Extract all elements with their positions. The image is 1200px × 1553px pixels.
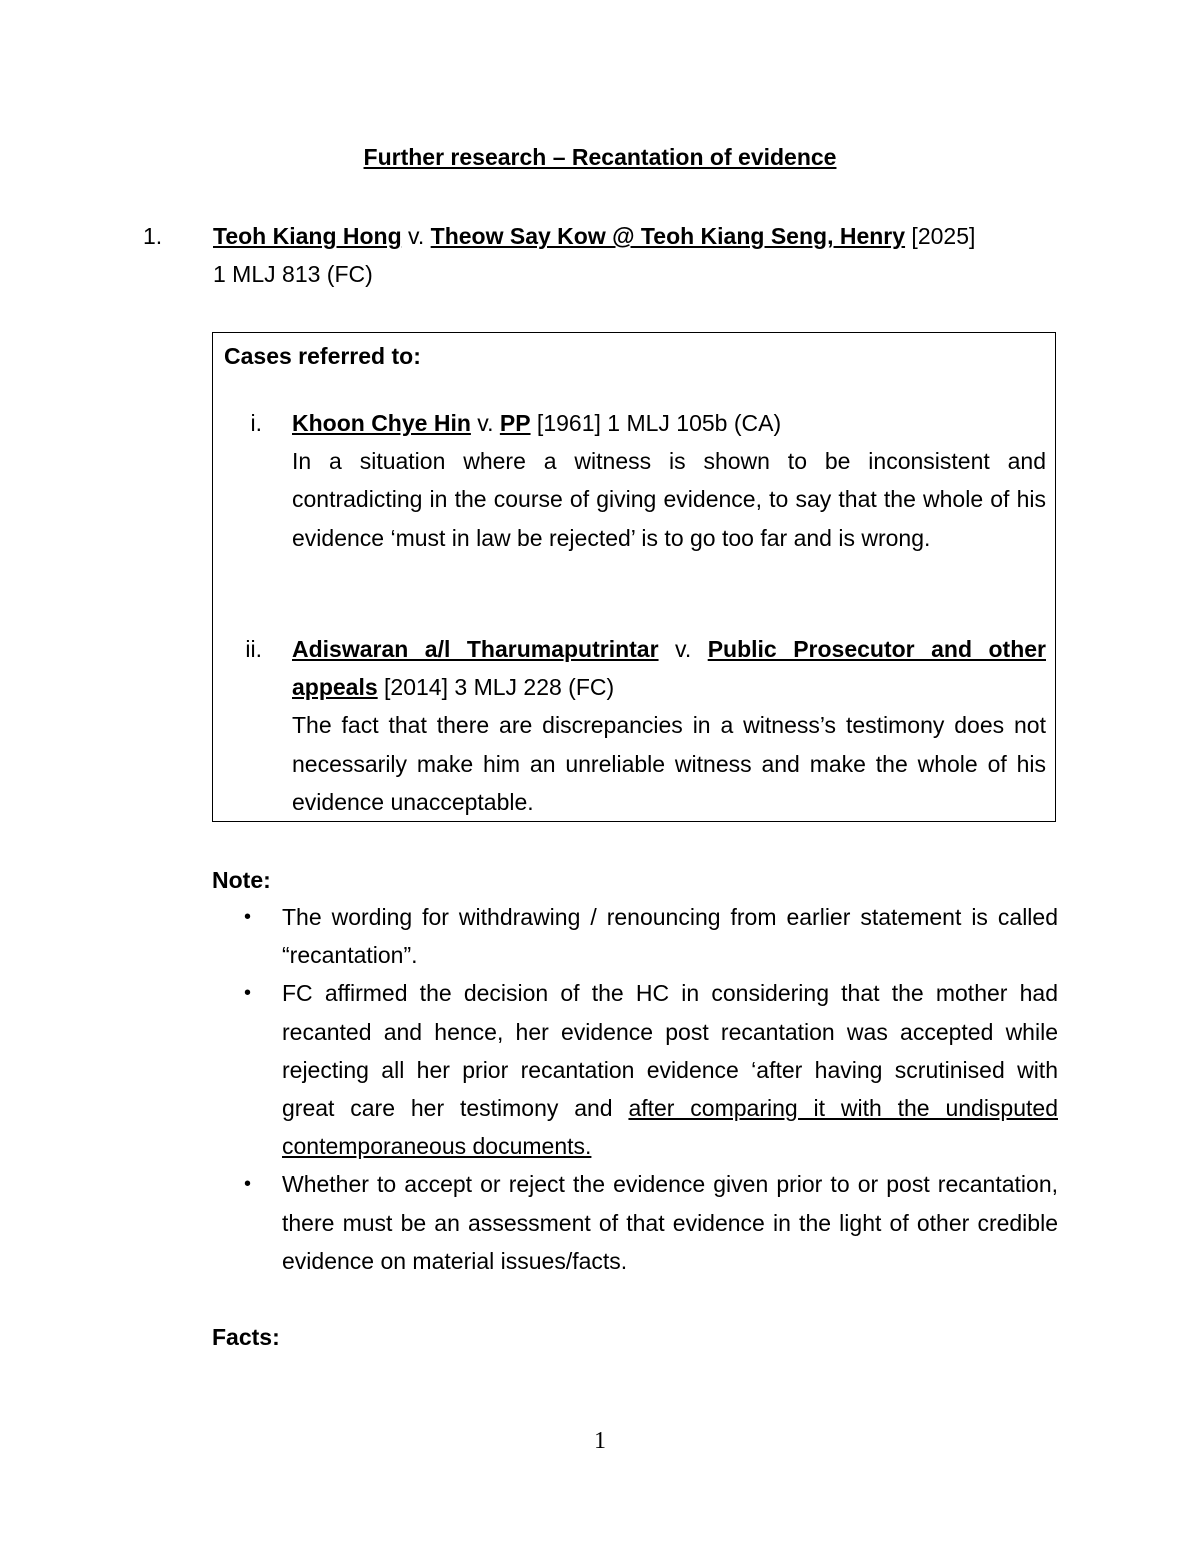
case-citation-part-a: [2025] — [905, 223, 976, 249]
referred-case-numeral: ii. — [245, 636, 262, 662]
bullet-icon: • — [244, 906, 252, 928]
referred-case-i — [212, 404, 1056, 557]
page-number: 1 — [594, 1428, 606, 1454]
note-bullet-text — [282, 974, 1058, 1165]
referred-case-party-1: Adiswaran a/l Tharumaputrintar — [292, 636, 659, 662]
referred-case-numeral: i. — [250, 410, 262, 436]
case-party-1: Teoh Kiang Hong — [213, 223, 402, 249]
facts-heading: Facts: — [212, 1324, 280, 1350]
note-bullet — [212, 1165, 1058, 1280]
case-party-2: Theow Say Kow @ Teoh Kiang Seng, Henry — [430, 223, 906, 249]
document-title: Further research – Recantation of evidence — [363, 144, 837, 170]
note-heading: Note: — [212, 867, 271, 893]
note-bullet — [212, 974, 1058, 1165]
referred-case-citation: [1961] 1 MLJ 105b (CA) — [530, 410, 782, 436]
referred-case-party-2: PP — [499, 410, 531, 436]
versus-text: v. — [401, 223, 431, 249]
case-citation-1 — [143, 217, 1063, 293]
referred-case-summary: In a situation where a witness is shown to be inconsistent and contradicting in the course of giving evidence, to say that the whole of his evidence ‘must in law be rejected’ is to go too far and is wrong. — [292, 448, 1046, 551]
cases-referred-heading: Cases referred to: — [224, 343, 421, 369]
note-bullet-list — [212, 898, 1058, 1280]
versus-text: v. — [470, 410, 500, 436]
note-bullet-text: The wording for withdrawing / renouncing from earlier statement is called “recantation”. — [282, 904, 1058, 969]
referred-case-party-2: Public Prosecutor and other appeals — [292, 636, 1046, 701]
referred-case-party-1: Khoon Chye Hin — [292, 410, 471, 436]
referred-case-summary: The fact that there are discrepancies in a witness’s testimony does not necessarily make him an unreliable witness and make the whole of his evidence unacceptable. — [292, 712, 1046, 815]
note-bullet-text-underlined: after comparing it with the undisputed contemporaneous documents. — [282, 1095, 1058, 1160]
referred-case-ii — [212, 630, 1056, 821]
case-title — [213, 217, 1063, 293]
note-bullet — [212, 898, 1058, 974]
referred-case-title — [292, 630, 1046, 706]
bullet-icon: • — [244, 982, 252, 1005]
case-number: 1. — [143, 223, 163, 249]
referred-case-title — [292, 404, 1046, 442]
referred-case-content — [292, 404, 1046, 557]
referred-case-content — [292, 630, 1046, 821]
versus-text: v. — [658, 636, 708, 662]
note-bullet-text-main: FC affirmed the decision of the HC in considering that the mother had recanted and hence, her evidence post recantation was accepted while rejecting all her prior recantation evidence ‘after having scrutinised with great care her testimony and — [282, 980, 1058, 1122]
case-citation-part-b: 1 MLJ 813 (FC) — [213, 261, 373, 287]
bullet-icon: • — [244, 1173, 252, 1196]
referred-case-citation: [2014] 3 MLJ 228 (FC) — [377, 674, 615, 701]
note-bullet-text: Whether to accept or reject the evidence given prior to or post recantation, there must be an assessment of that evidence in the light of other credible evidence on material issues/facts. — [282, 1171, 1058, 1274]
